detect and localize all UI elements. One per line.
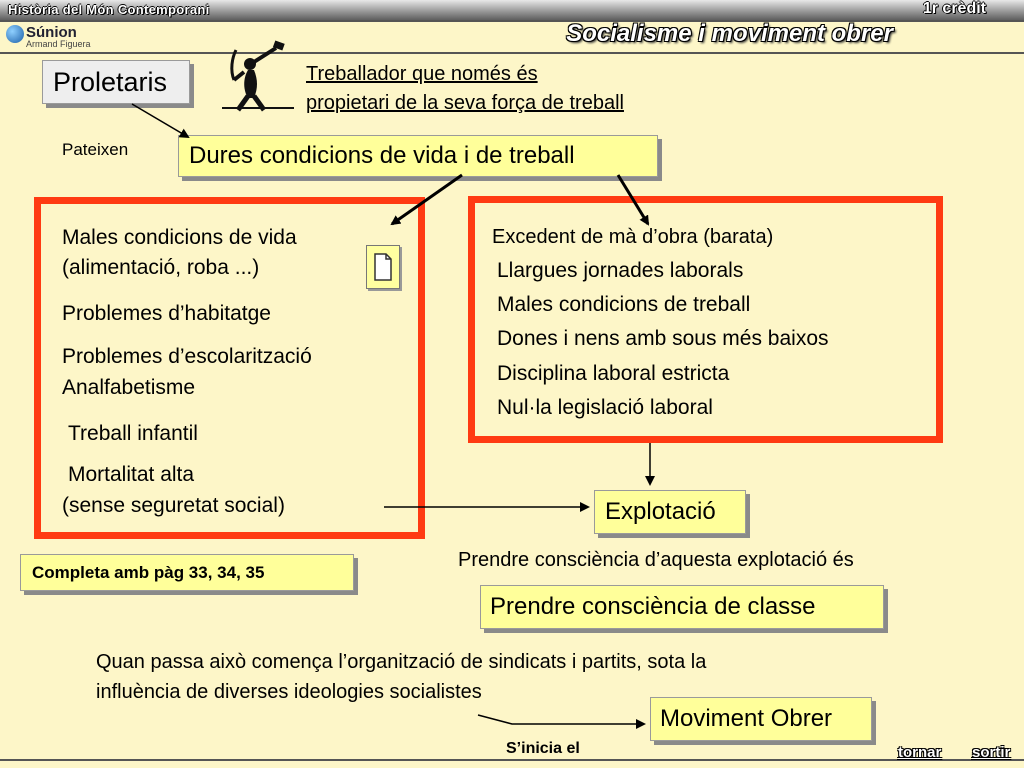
sinicia-label: S’inicia el [506, 740, 580, 757]
treball-item: Dones i nens amb sous més baixos [497, 327, 829, 350]
treball-item: Disciplina laboral estricta [497, 362, 730, 385]
credit-label: 1r crèdit [922, 0, 986, 17]
treball-item: Males condicions de treball [497, 293, 751, 316]
logo-name: Súnion [26, 24, 77, 41]
proletaris-label: Proletaris [53, 67, 168, 97]
treball-item: Llargues jornades laborals [497, 259, 744, 282]
arrow-dures-to-vida [392, 175, 462, 224]
prendre-consciencia-text: Prendre consciència d’aquesta explotació és [458, 549, 854, 571]
pateixen-label: Pateixen [62, 140, 129, 159]
organitzacio-text-1: Quan passa això comença l’organització de sindicats i partits, sota la [96, 651, 707, 673]
vida-item: (alimentació, roba ...) [62, 256, 260, 279]
vida-item: (sense seguretat social) [62, 494, 285, 517]
tornar-link[interactable]: tornar [898, 744, 942, 761]
completa-label: Completa amb pàg 33, 34, 35 [32, 563, 265, 582]
organitzacio-text-2: influència de diverses ideologies socialistes [96, 681, 482, 703]
vida-item: Mortalitat alta [68, 463, 195, 486]
vida-item: Treball infantil [68, 422, 198, 445]
course-title: Història del Món Contemporani [8, 2, 210, 17]
arrow-proletaris-to-dures [132, 104, 188, 137]
moviment-obrer-label: Moviment Obrer [660, 705, 833, 732]
explotacio-label: Explotació [605, 498, 716, 525]
slide-title: Socialisme i moviment obrer [566, 20, 893, 47]
vida-item: Males condicions de vida [62, 226, 297, 249]
arrow-sinicia-to-moviment [478, 715, 644, 724]
vida-item: Problemes d’escolarització [62, 345, 312, 368]
proletaris-definition-2: propietari de la seva força de treball [306, 92, 624, 114]
treball-item: Excedent de mà d’obra (barata) [492, 226, 774, 248]
vida-item: Problemes d’habitatge [62, 302, 271, 325]
proletaris-definition-1: Treballador que només és [306, 63, 538, 85]
sortir-link[interactable]: sortir [972, 744, 1011, 761]
vida-item: Analfabetisme [62, 376, 196, 399]
consciencia-classe-label: Prendre consciència de classe [490, 593, 816, 620]
treball-item: Nul·la legislació laboral [497, 396, 713, 419]
logo-author: Armand Figuera [26, 39, 91, 49]
dures-condicions-label: Dures condicions de vida i de treball [189, 142, 575, 169]
arrow-dures-to-treball [618, 175, 648, 224]
